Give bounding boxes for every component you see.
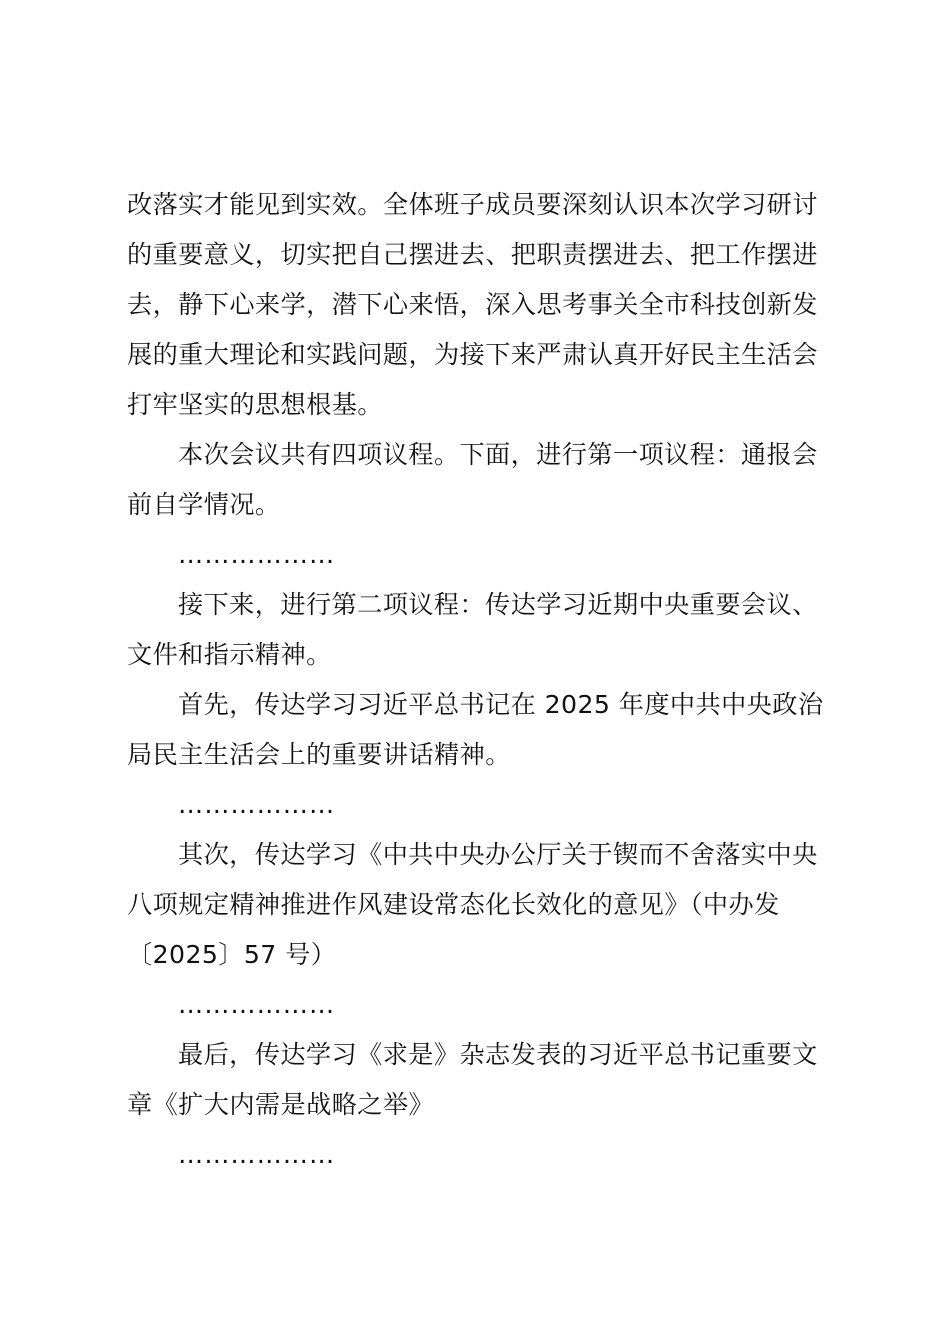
text-line: 八项规定精神推进作风建设常态化长效化的意见》（中办发 xyxy=(127,890,780,919)
text-line: 其次，传达学习《中共中央办公厅关于锲而不舍落实中央 xyxy=(178,840,818,869)
paragraph-agenda-intro xyxy=(127,430,833,530)
paragraph-second-item xyxy=(127,830,833,980)
ellipsis: ……………… xyxy=(178,990,336,1019)
text-line: 局民主生活会上的重要讲话精神。 xyxy=(127,740,511,769)
text-line: 改落实才能见到实效。全体班子成员要深刻认识本次学习研讨 xyxy=(127,190,818,219)
ellipsis: ……………… xyxy=(178,790,336,819)
text-line: 〔2025〕57 号） xyxy=(127,940,337,969)
document-page xyxy=(127,180,833,1180)
text-line: 接下来，进行第二项议程：传达学习近期中央重要会议、 xyxy=(178,590,818,619)
text-line: 首先，传达学习习近平总书记在 2025 年度中共中央政治 xyxy=(178,690,824,719)
text-line: 展的重大理论和实践问题，为接下来严肃认真开好民主生活会 xyxy=(127,340,818,369)
text-line: 的重要意义，切实把自己摆进去、把职责摆进去、把工作摆进 xyxy=(127,240,818,269)
ellipsis: ……………… xyxy=(178,540,336,569)
paragraph-first-item xyxy=(127,680,833,780)
text-line: 章《扩大内需是战略之举》 xyxy=(127,1090,435,1119)
text-line: 文件和指示精神。 xyxy=(127,640,332,669)
text-line: 去，静下心来学，潜下心来悟，深入思考事关全市科技创新发 xyxy=(127,290,818,319)
text-line: 打牢坚实的思想根基。 xyxy=(127,390,383,419)
text-line: 最后，传达学习《求是》杂志发表的习近平总书记重要文 xyxy=(178,1040,818,1069)
ellipsis: ……………… xyxy=(178,1140,336,1169)
paragraph-last-item xyxy=(127,1030,833,1130)
text-line: 本次会议共有四项议程。下面，进行第一项议程：通报会 xyxy=(178,440,818,469)
paragraph-agenda-two xyxy=(127,580,833,680)
text-line: 前自学情况。 xyxy=(127,490,281,519)
paragraph-continuation xyxy=(127,180,833,430)
